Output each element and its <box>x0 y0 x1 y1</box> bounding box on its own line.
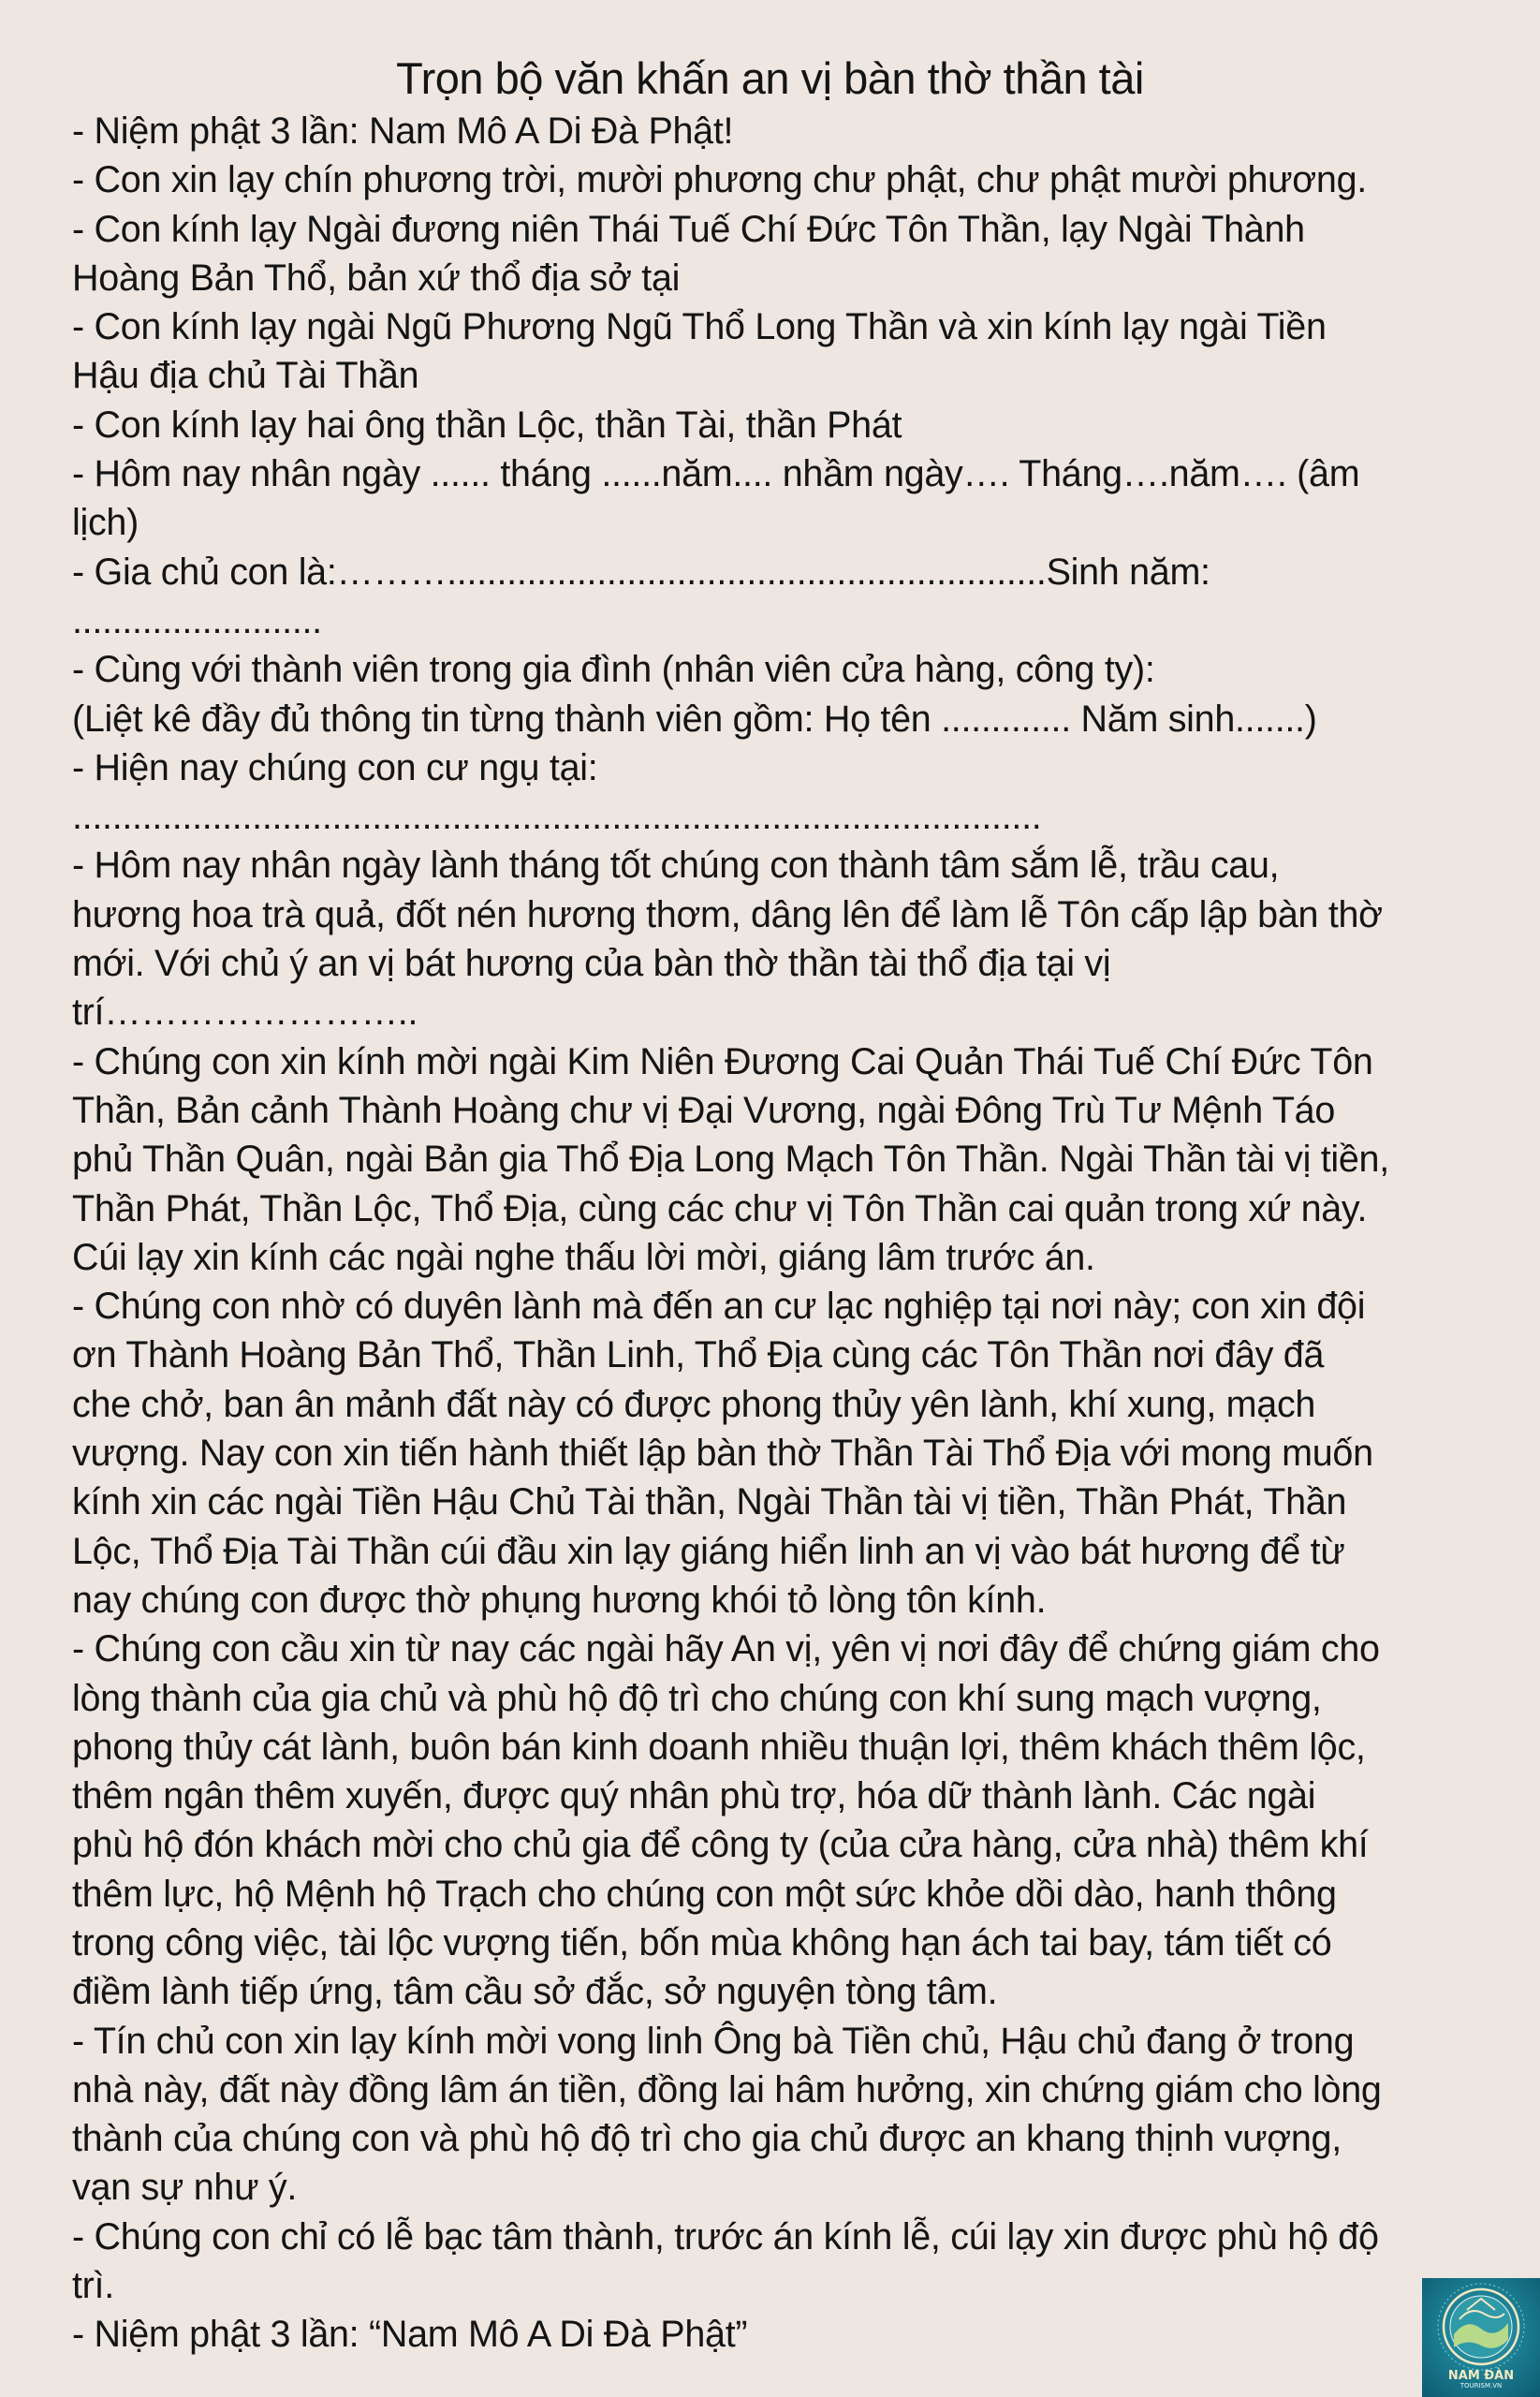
text-line: Hậu địa chủ Tài Thần <box>72 355 419 397</box>
text-line: - Con xin lạy chín phương trời, mười phương chư phật, chư phật mười phương. <box>72 159 1367 201</box>
text-line: - Gia chủ con là:………............................................................Sinh năm: <box>72 551 1210 593</box>
text-line: - Hôm nay nhân ngày lành tháng tốt chúng con thành tâm sắm lễ, trầu cau, <box>72 845 1280 887</box>
text-line: thêm lực, hộ Mệnh hộ Trạch cho chúng con một sức khỏe dồi dào, hanh thông <box>72 1873 1337 1915</box>
text-line: vạn sự như ý. <box>72 2167 298 2209</box>
text-line: mới. Với chủ ý an vị bát hương của bàn thờ thần tài thổ địa tại vị <box>72 943 1111 985</box>
prayer-text-body <box>72 107 1495 2360</box>
text-line: - Cùng với thành viên trong gia đình (nhân viên cửa hàng, công ty): <box>72 649 1155 691</box>
text-line: phủ Thần Quân, ngài Bản gia Thổ Địa Long Mạch Tôn Thần. Ngài Thần tài vị tiền, <box>72 1139 1389 1181</box>
text-line: - Chúng con nhờ có duyên lành mà đến an cư lạc nghiệp tại nơi này; con xin đội <box>72 1286 1366 1328</box>
text-line: nhà này, đất này đồng lâm án tiền, đồng lai hâm hưởng, xin chứng giám cho lòng <box>72 2068 1382 2110</box>
text-line: - Hôm nay nhân ngày ...... tháng ......năm.... nhầm ngày…. Tháng….năm…. (âm <box>72 453 1360 495</box>
text-line: - Tín chủ con xin lạy kính mời vong linh Ông bà Tiền chủ, Hậu chủ đang ở trong <box>72 2020 1355 2062</box>
text-line: (Liệt kê đầy đủ thông tin từng thành viên gồm: Họ tên ............. Năm sinh.......) <box>72 698 1317 740</box>
text-line: điềm lành tiếp ứng, tâm cầu sở đắc, sở nguyện tòng tâm. <box>72 1971 998 2013</box>
text-line: thành của chúng con và phù hộ độ trì cho gia chủ được an khang thịnh vượng, <box>72 2118 1342 2160</box>
text-line: Lộc, Thổ Địa Tài Thần cúi đầu xin lạy giáng hiển linh an vị vào bát hương để từ <box>72 1530 1345 1572</box>
text-line: ................................................................................................. <box>72 796 1042 838</box>
text-line: - Con kính lạy ngài Ngũ Phương Ngũ Thổ Long Thần và xin kính lạy ngài Tiền <box>72 306 1327 348</box>
text-line: trì. <box>72 2265 114 2307</box>
text-line: - Chúng con cầu xin từ nay các ngài hãy An vị, yên vị nơi đây để chứng giám cho <box>72 1628 1380 1670</box>
text-line: phong thủy cát lành, buôn bán kinh doanh nhiều thuận lợi, thêm khách thêm lộc, <box>72 1726 1366 1768</box>
text-line: trí…………………….. <box>72 992 418 1034</box>
text-line: nay chúng con được thờ phụng hương khói tỏ lòng tôn kính. <box>72 1579 1047 1621</box>
logo-brand-subtitle: TOURISM.VN <box>1459 2382 1503 2390</box>
text-line: hương hoa trà quả, đốt nén hương thơm, dâng lên để làm lễ Tôn cấp lập bàn thờ <box>72 893 1383 935</box>
text-line: Thần Phát, Thần Lộc, Thổ Địa, cùng các chư vị Tôn Thần cai quản trong xứ này. <box>72 1187 1368 1229</box>
text-line: Hoàng Bản Thổ, bản xứ thổ địa sở tại <box>72 257 681 299</box>
text-line: vượng. Nay con xin tiến hành thiết lập bàn thờ Thần Tài Thổ Địa với mong muốn <box>72 1433 1373 1475</box>
text-line: lịch) <box>72 502 139 544</box>
text-line: che chở, ban ân mảnh đất này có được phong thủy yên lành, khí xung, mạch <box>72 1383 1316 1425</box>
text-line: lòng thành của gia chủ và phù hộ độ trì cho chúng con khí sung mạch vượng, <box>72 1677 1322 1719</box>
text-line: - Chúng con chỉ có lễ bạc tâm thành, trước án kính lễ, cúi lạy xin được phù hộ độ <box>72 2215 1379 2257</box>
logo-brand-name: NAM ĐÀN <box>1447 2369 1515 2383</box>
text-line: phù hộ đón khách mời cho chủ gia để công ty (của cửa hàng, cửa nhà) thêm khí <box>72 1824 1369 1866</box>
text-line: Thần, Bản cảnh Thành Hoàng chư vị Đại Vương, ngài Đông Trù Tư Mệnh Táo <box>72 1089 1336 1131</box>
text-line: thêm ngân thêm xuyến, được quý nhân phù trợ, hóa dữ thành lành. Các ngài <box>72 1775 1316 1817</box>
text-line: Cúi lạy xin kính các ngài nghe thấu lời mời, giáng lâm trước án. <box>72 1236 1095 1278</box>
nam-dan-tourism-logo <box>1422 2278 1540 2397</box>
text-line: - Chúng con xin kính mời ngài Kim Niên Đương Cai Quản Thái Tuế Chí Đức Tôn <box>72 1040 1373 1082</box>
text-line: ơn Thành Hoàng Bản Thổ, Thần Linh, Thổ Địa cùng các Tôn Thần nơi đây đã <box>72 1334 1325 1376</box>
text-line: trong công việc, tài lộc vượng tiến, bốn mùa không hạn ách tai bay, tám tiết có <box>72 1921 1332 1963</box>
text-line: - Con kính lạy Ngài đương niên Thái Tuế Chí Đức Tôn Thần, lạy Ngài Thành <box>72 208 1305 250</box>
text-line: kính xin các ngài Tiền Hậu Chủ Tài thần, Ngài Thần tài vị tiền, Thần Phát, Thần <box>72 1481 1347 1523</box>
text-line: ......................... <box>72 599 322 641</box>
text-line: - Hiện nay chúng con cư ngụ tại: <box>72 746 598 788</box>
text-line: - Niệm phật 3 lần: “Nam Mô A Di Đà Phật” <box>72 2314 748 2356</box>
text-line: - Con kính lạy hai ông thần Lộc, thần Tài, thần Phát <box>72 404 902 446</box>
text-line: - Niệm phật 3 lần: Nam Mô A Di Đà Phật! <box>72 110 734 152</box>
document-title: Trọn bộ văn khấn an vị bàn thờ thần tài <box>396 53 1144 103</box>
